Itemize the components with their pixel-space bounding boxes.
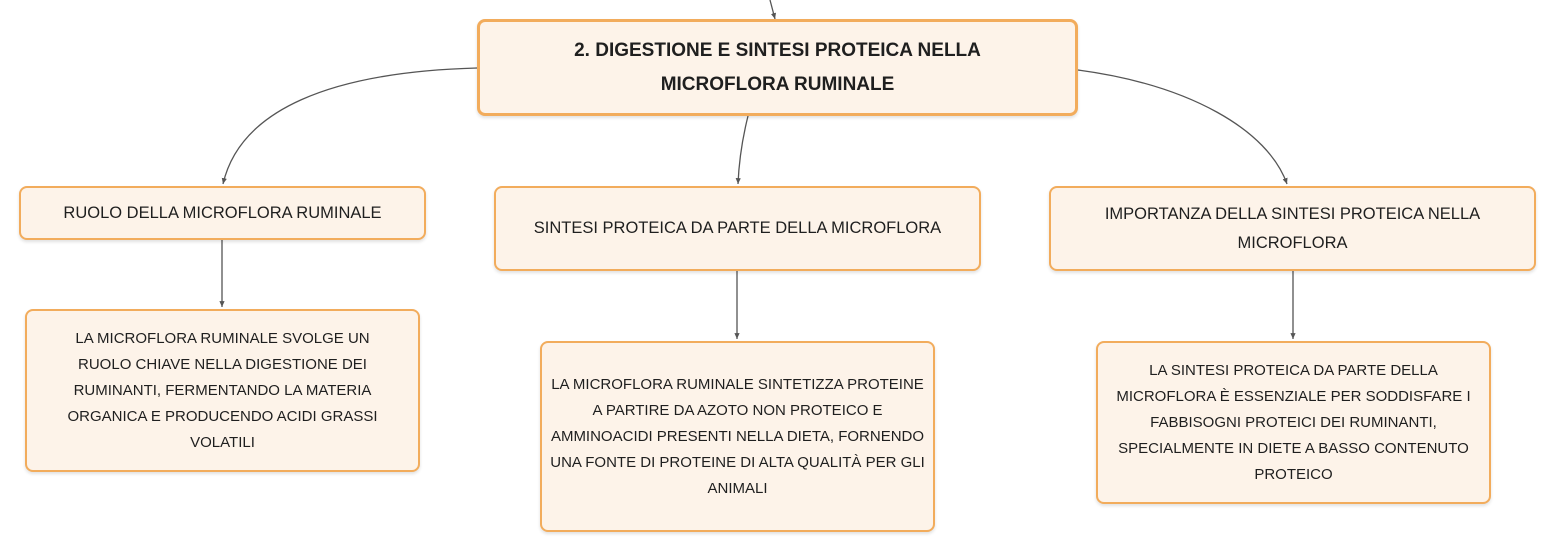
topic-node-ruolo-microflora[interactable] (19, 186, 426, 240)
detail-text: LA MICROFLORA RUMINALE SINTETIZZA PROTEINE A PARTIRE DA AZOTO NON PROTEICO E AMMINOACIDI PRESENTI NELLA DIETA, FORNENDO UNA FONTE DI PROTEINE DI ALTA QUALITÀ PER GLI ANIMALI (550, 375, 925, 497)
topic-label: IMPORTANZA DELLA SINTESI PROTEICA NELLA MICROFLORA (1104, 204, 1481, 252)
topic-label: SINTESI PROTEICA DA PARTE DELLA MICROFLORA (533, 219, 942, 237)
detail-node-ruolo-microflora[interactable] (25, 309, 420, 472)
connector-parent-to-root (770, 0, 775, 19)
root-node[interactable] (477, 19, 1078, 116)
detail-node-importanza-sintesi[interactable] (1096, 341, 1491, 504)
topic-node-importanza-sintesi[interactable] (1049, 186, 1536, 271)
topic-label: RUOLO DELLA MICROFLORA RUMINALE (63, 203, 382, 222)
detail-text: LA MICROFLORA RUMINALE SVOLGE UN RUOLO CHIAVE NELLA DIGESTIONE DEI RUMINANTI, FERMENTANDO LA MATERIA ORGANICA E PRODUCENDO ACIDI GRASSI VOLATILI (67, 329, 378, 451)
connector-root-to-topic-2 (738, 116, 748, 184)
root-title: 2. DIGESTIONE E SINTESI PROTEICA NELLA MICROFLORA RUMINALE (574, 39, 981, 95)
detail-text: LA SINTESI PROTEICA DA PARTE DELLA MICROFLORA È ESSENZIALE PER SODDISFARE I FABBISOGNI PROTEICI DEI RUMINANTI, SPECIALMENTE IN DIETE A BASSO CONTENUTO PROTEICO (1116, 361, 1471, 483)
connector-root-to-topic-3 (1078, 70, 1287, 184)
connector-root-to-topic-1 (223, 68, 477, 184)
detail-node-sintesi-proteica[interactable] (540, 341, 935, 532)
topic-node-sintesi-proteica[interactable] (494, 186, 981, 271)
